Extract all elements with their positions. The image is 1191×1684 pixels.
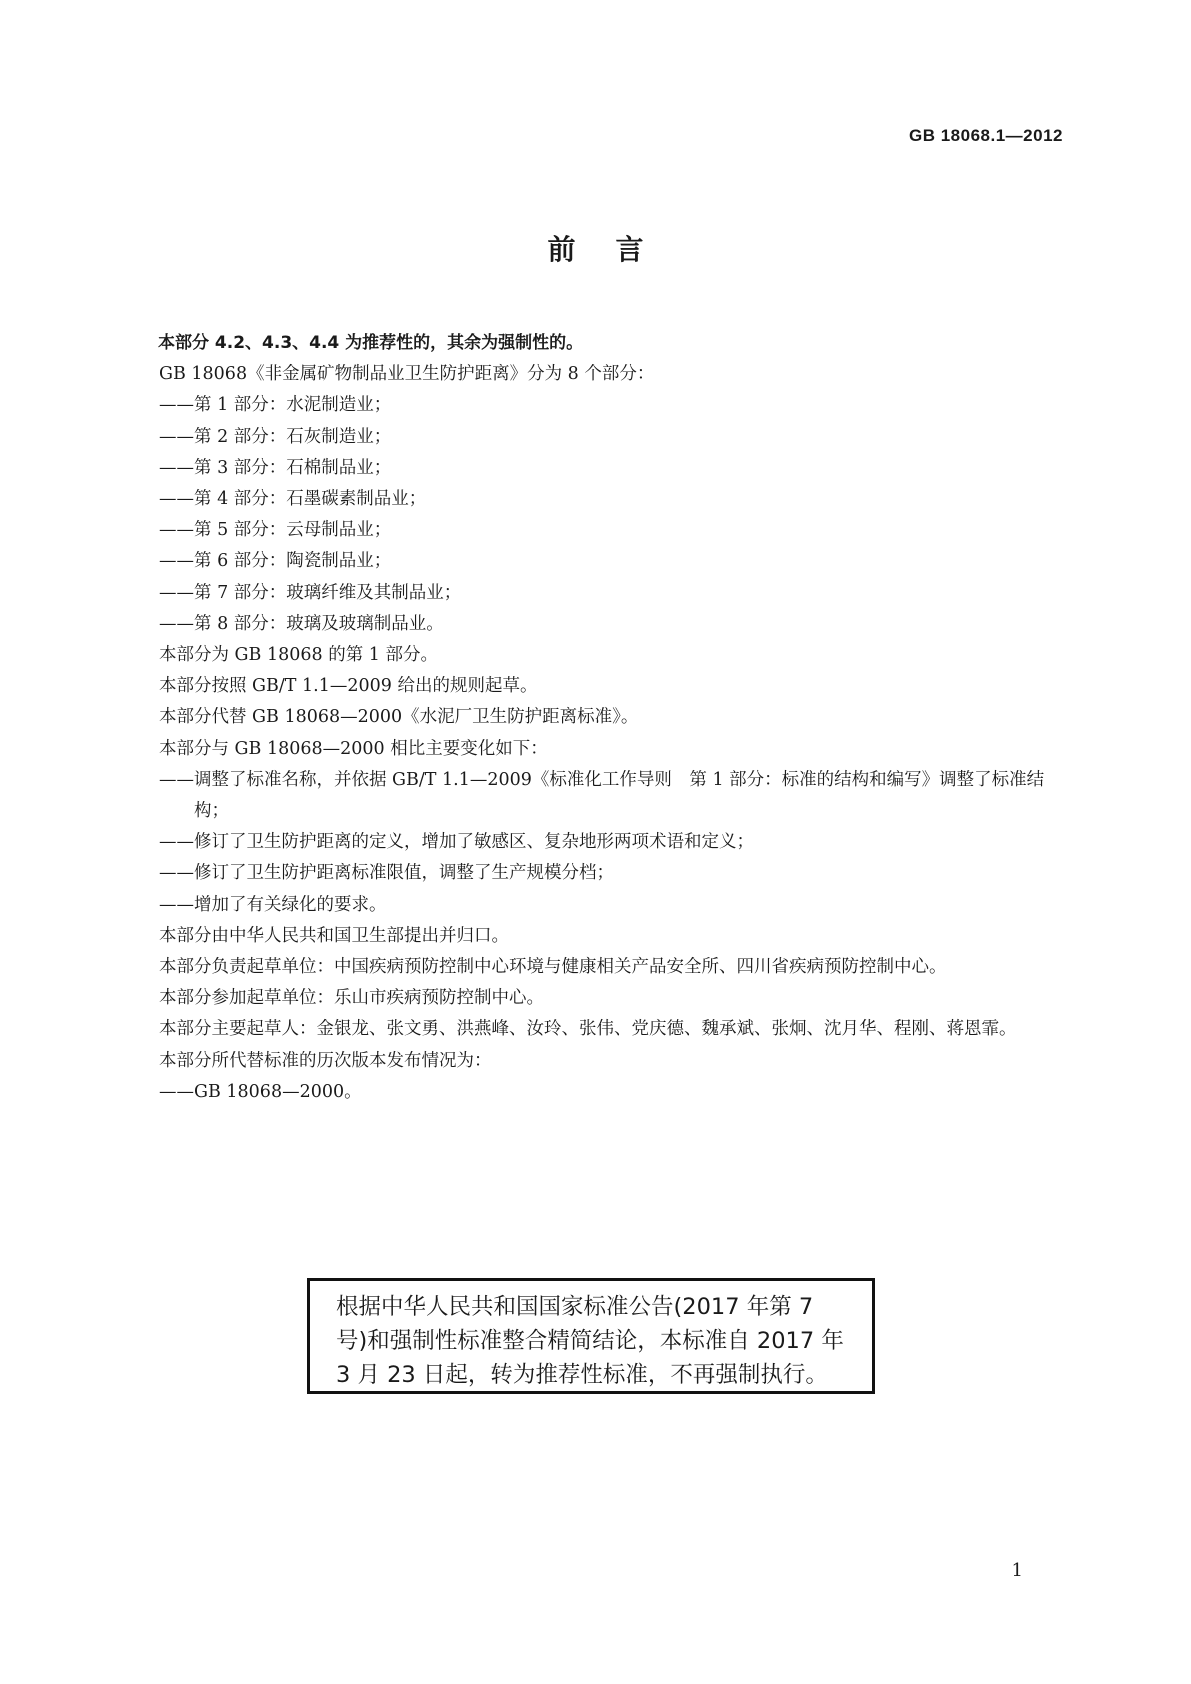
- notice-text: 根据中华人民共和国国家标准公告(2017 年第 7 号)和强制性标准整合精简结论，本标准自 2017 年 3 月 23 日起，转为推荐性标准，不再强制执行。: [336, 1294, 844, 1388]
- list-item: ——调整了标准名称，并依据 GB/T 1.1—2009《标准化工作导则 第 1 部分：标准的结构和编写》调整了标准结构；: [159, 769, 1045, 822]
- paragraph-scope: 本部分 4.2、4.3、4.4 为推荐性的，其余为强制性的。: [158, 333, 584, 353]
- list-item: ——第 6 部分：陶瓷制品业；: [159, 551, 392, 572]
- list-item: ——第 3 部分：石棉制品业；: [159, 457, 392, 478]
- page-number: 1: [1011, 1560, 1023, 1581]
- list-item: ——第 1 部分：水泥制造业；: [159, 395, 392, 416]
- notice-box: [307, 1278, 875, 1394]
- list-item: ——修订了卫生防护距离的定义，增加了敏感区、复杂地形两项术语和定义；: [159, 832, 754, 853]
- paragraph: 本部分由中华人民共和国卫生部提出并归口。: [159, 925, 509, 946]
- paragraph: 本部分为 GB 18068 的第 1 部分。: [159, 645, 438, 666]
- list-item: ——第 7 部分：玻璃纤维及其制品业；: [159, 582, 462, 603]
- foreword-body: [124, 328, 1059, 1108]
- paragraph: 本部分与 GB 18068—2000 相比主要变化如下：: [159, 738, 548, 759]
- paragraph: 本部分代替 GB 18068—2000《水泥厂卫生防护距离标准》。: [159, 707, 639, 728]
- list-item: ——第 8 部分：玻璃及玻璃制品业。: [159, 613, 444, 634]
- list-item: ——增加了有关绿化的要求。: [159, 894, 387, 915]
- list-item: ——第 2 部分：石灰制造业；: [159, 426, 392, 447]
- list-item: ——第 4 部分：石墨碳素制品业；: [159, 489, 427, 510]
- paragraph: 本部分参加起草单位：乐山市疾病预防控制中心。: [159, 988, 544, 1009]
- list-item: ——GB 18068—2000。: [159, 1081, 362, 1102]
- paragraph: 本部分主要起草人：金银龙、张文勇、洪燕峰、汝玲、张伟、党庆德、魏承斌、张炯、沈月华、程刚、蒋恩霏。: [159, 1019, 1017, 1040]
- list-item: ——修订了卫生防护距离标准限值，调整了生产规模分档；: [159, 863, 614, 884]
- page-title: 前言: [547, 233, 684, 266]
- standard-code: GB 18068.1—2012: [909, 126, 1063, 145]
- paragraph: GB 18068《非金属矿物制品业卫生防护距离》分为 8 个部分：: [159, 364, 655, 385]
- paragraph: 本部分负责起草单位：中国疾病预防控制中心环境与健康相关产品安全所、四川省疾病预防控制中心。: [159, 957, 947, 978]
- list-item: ——第 5 部分：云母制品业；: [159, 520, 392, 541]
- paragraph: 本部分按照 GB/T 1.1—2009 给出的规则起草。: [159, 676, 538, 697]
- paragraph: 本部分所代替标准的历次版本发布情况为：: [159, 1050, 492, 1071]
